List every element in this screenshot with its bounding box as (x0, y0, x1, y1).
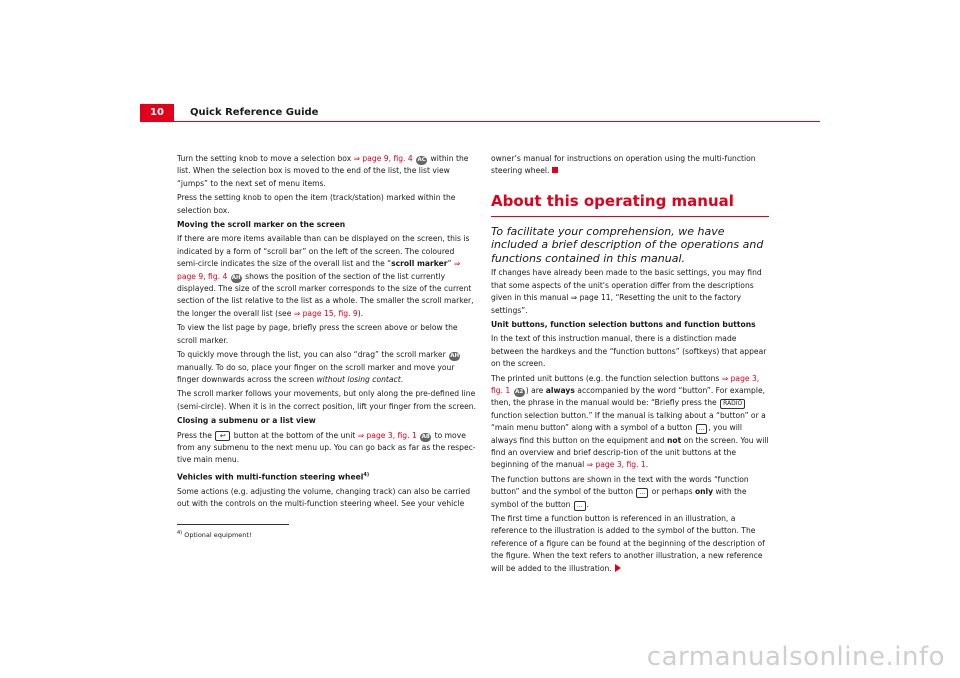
header-title: Quick Reference Guide (190, 107, 319, 118)
callout-badge: AH (231, 274, 241, 281)
footnote-rule (177, 524, 289, 525)
callout-badge: A2 (515, 388, 524, 395)
paragraph: owner’s manual for instructions on operation using the multi-function steering wheel. (491, 154, 756, 176)
paragraph: The scroll marker follows your movements, but only along the pre-defined line (semi-circle). When it is in the correct position, lift your finger from the screen. (177, 389, 477, 411)
back-button-icon: ↩ (215, 431, 230, 441)
paragraph: Turn the setting knob to move a selection box ⇒ page 9, fig. 4 AC within the list. When the selection box is moved to the end of the list, the list view “jumps” to the next set of menu items. (177, 154, 469, 188)
subheading: Closing a submenu or a list view (177, 416, 316, 426)
subheading: Moving the scroll marker on the screen (177, 220, 346, 230)
heading-rule (491, 216, 769, 217)
header-rule (174, 121, 820, 122)
watermark: carmanualsonline.info (646, 642, 945, 672)
page-reference-link[interactable]: ⇒ page 9, fig. 4 (353, 154, 413, 163)
paragraph: If changes have already been made to the basic settings, you may find that some aspects of the unit's operation differ from the descriptions given in this manual ⇒ page 11, “Resetting the unit to the factory settings”. (491, 268, 762, 315)
end-of-section-icon (552, 167, 558, 173)
section-intro: To facilitate your comprehension, we have included a brief description of the operations and functions contained in this manual. (491, 224, 764, 265)
footnote: $^{4)}$ Optional equipment! (177, 530, 252, 540)
button-symbol: ... (636, 488, 648, 498)
paragraph: To view the list page by page, briefly press the screen above or below the scroll marker. (177, 323, 458, 345)
paragraph: In the text of this instruction manual, there is a distinction made between the hardkeys and the “function buttons” (softkeys) that appear on the screen. (491, 334, 767, 369)
continue-arrow-icon (615, 564, 621, 572)
paragraph: To quickly move through the list, you can also “drag” the scroll marker AH manually. To do so, place your finger on the scroll marker and move your finger downwards across the screen without losing contact. (177, 350, 460, 384)
page-reference-link[interactable]: ⇒ page 3, fig. 1 (357, 430, 417, 440)
page-reference-link[interactable]: ⇒ page 3, fig. 1 (586, 460, 646, 470)
button-symbol: ... (574, 501, 586, 511)
paragraph: Press the ↩ button at the bottom of the unit ⇒ page 3, fig. 1 A8 to move from any submenu to the next menu up. You can go back as far as the respec-tive main menu. (177, 430, 476, 465)
page-reference-link[interactable]: ⇒ page 9, fig. 4 (177, 259, 461, 281)
page-reference-link[interactable]: ⇒ page 15, fig. 9 (293, 308, 358, 318)
paragraph: The first time a function button is referenced in an illustration, a reference to the illustration is added to the symbol of the button. The reference of a figure can be found at the beginning of the description of the figure. When the text refers to another illustration, a new reference will be added to the illustration. (491, 514, 765, 573)
callout-badge: AC (417, 157, 426, 163)
paragraph: Some actions (e.g. adjusting the volume, changing track) can also be carried out with the controls on the multi-function steering wheel. See your vehicle (177, 486, 471, 509)
paragraph: The function buttons are shown in the text with the words “function button” and the symbol of the button ... or perhaps only with the symbol of the button ... . (491, 474, 749, 509)
callout-badge: AH (450, 353, 460, 360)
page-reference-link[interactable]: ⇒ page 3, fig. 1 (491, 373, 760, 395)
page-number: 10 (140, 104, 174, 122)
section-heading: About this operating manual (491, 191, 734, 210)
subheading: Vehicles with multi-function steering wheel$^{4)}$ (177, 471, 370, 482)
callout-badge: A8 (421, 433, 430, 440)
right-column (491, 153, 769, 577)
button-symbol: ... (696, 424, 708, 434)
subheading: Unit buttons, function selection buttons and function buttons (491, 319, 756, 329)
paragraph: If there are more items available than can be displayed on the screen, this is indicated by a form of “scroll bar” on the left of the screen. The coloured semi-circle indicates the size of the overall list and the “scroll marker” ⇒ page 9, fig. 4 AH shows the position of the section of the list currently displayed. The size of the scroll marker corresponds to the size of the current section of the list relative to the list as a whole. The smaller the scroll marker, the longer the overall list (see ⇒ page 15, fig. 9). (177, 234, 474, 318)
radio-button-symbol: RADIO (720, 399, 745, 409)
paragraph: Press the setting knob to open the item (track/station) marked within the selection box. (177, 193, 456, 215)
left-column (177, 153, 477, 513)
page-header (140, 104, 820, 122)
paragraph: The printed unit buttons (e.g. the function selection buttons ⇒ page 3, fig. 1 A2 ) are always accompanied by the word “button”. For example, then, the phrase in the manual would be: “Briefly press the RADIO function selection button.” If the manual is talking about a “button” or a “main menu button” along with a symbol of a button ... , you will always find this button on the equipment and not on the screen. You will find an overview and brief descrip-tion of the unit buttons at the beginning of the manual ⇒ page 3, fig. 1. (491, 373, 769, 470)
